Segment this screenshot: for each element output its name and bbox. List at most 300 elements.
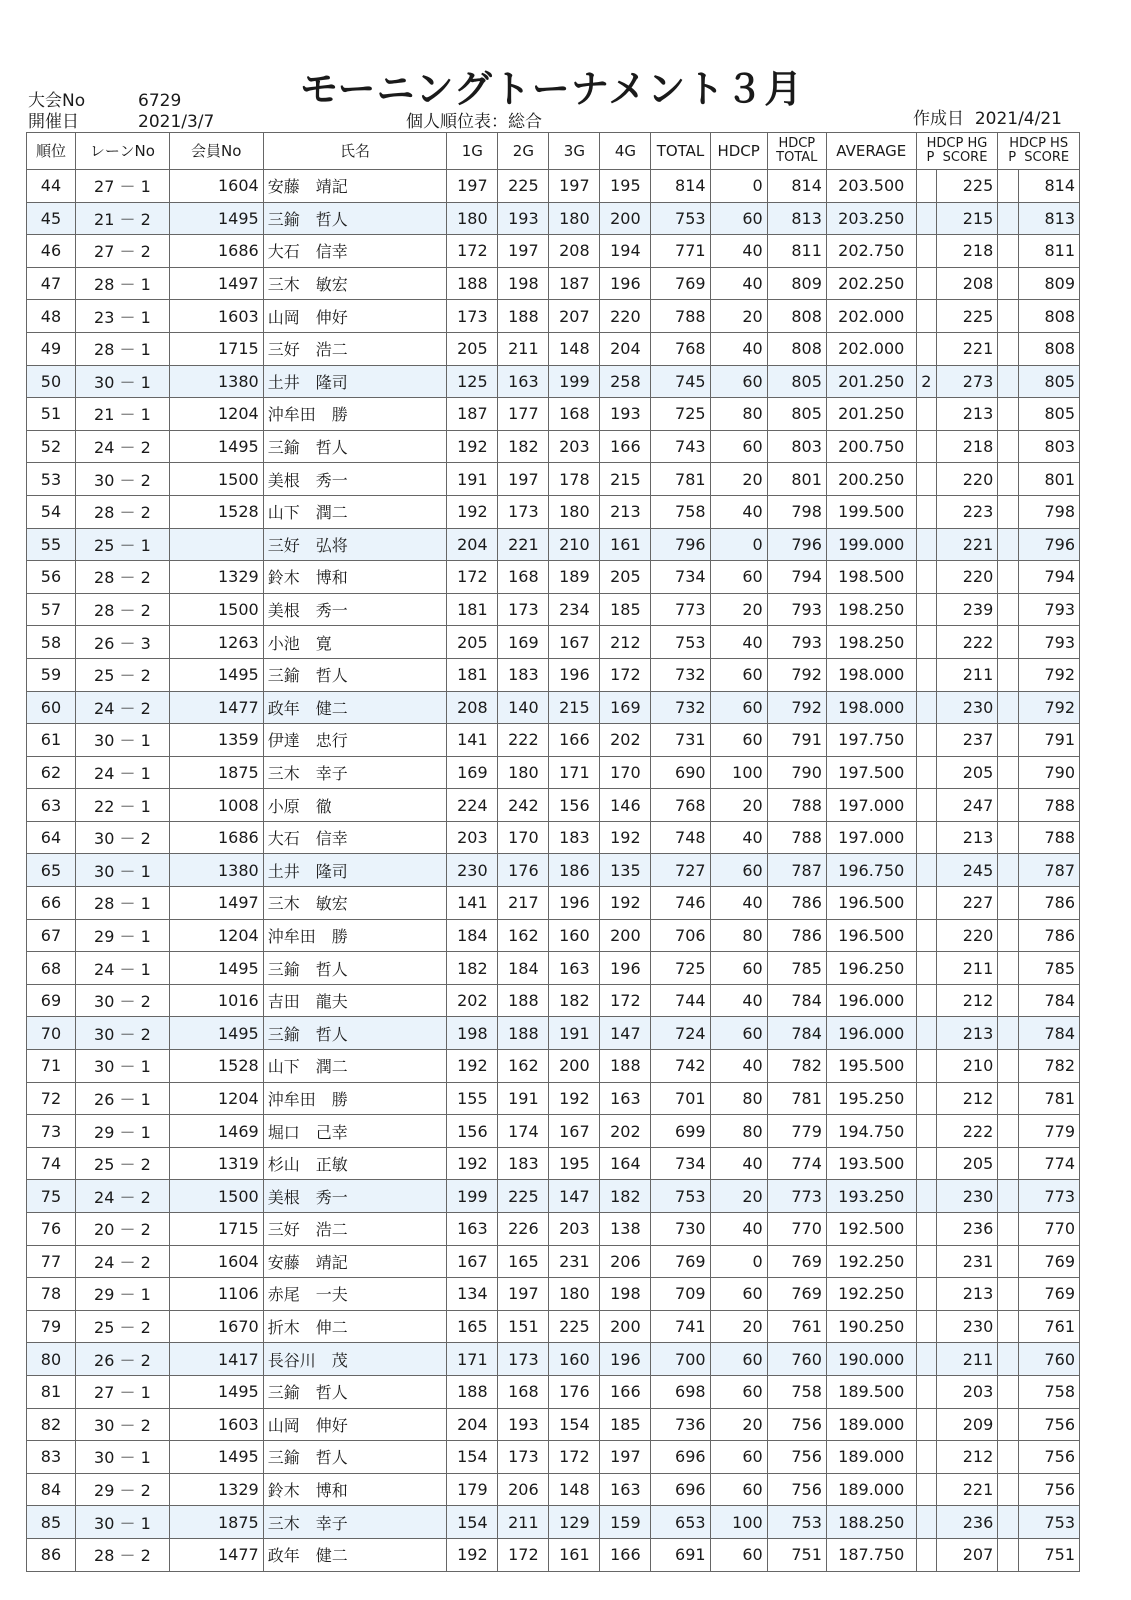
cell-hdcp-total: 784 xyxy=(767,1017,826,1050)
cell-game-4: 188 xyxy=(600,1050,651,1083)
cell-game-2: 162 xyxy=(498,1050,549,1083)
cell-game-1: 167 xyxy=(447,1245,498,1278)
col-average: AVERAGE xyxy=(826,133,916,170)
cell-lane: 30 － 1 xyxy=(75,1506,169,1539)
cell-hs-score: 803 xyxy=(1018,430,1079,463)
cell-lane: 20 － 2 xyxy=(75,1213,169,1246)
cell-member-no: 1469 xyxy=(169,1115,263,1148)
cell-name: 大石 信幸 xyxy=(263,235,447,268)
cell-hs-p xyxy=(998,984,1018,1017)
cell-game-1: 204 xyxy=(447,528,498,561)
cell-game-3: 160 xyxy=(549,919,600,952)
cell-lane: 29 － 1 xyxy=(75,1115,169,1148)
cell-total: 701 xyxy=(651,1082,710,1115)
cell-total: 732 xyxy=(651,691,710,724)
cell-game-4: 197 xyxy=(600,1441,651,1474)
cell-game-4: 172 xyxy=(600,658,651,691)
cell-hg-p xyxy=(916,1213,936,1246)
cell-game-4: 204 xyxy=(600,332,651,365)
cell-name: 三鍮 哲人 xyxy=(263,1441,447,1474)
cell-game-4: 182 xyxy=(600,1180,651,1213)
cell-hg-p xyxy=(916,1147,936,1180)
cell-game-2: 242 xyxy=(498,789,549,822)
cell-hs-score: 782 xyxy=(1018,1050,1079,1083)
cell-total: 788 xyxy=(651,300,710,333)
cell-name: 吉田 龍夫 xyxy=(263,984,447,1017)
cell-game-4: 206 xyxy=(600,1245,651,1278)
cell-hdcp-total: 769 xyxy=(767,1245,826,1278)
table-row xyxy=(27,398,1080,431)
col-hdcp-total xyxy=(767,133,826,170)
cell-member-no: 1875 xyxy=(169,1506,263,1539)
cell-hs-p xyxy=(998,1278,1018,1311)
cell-game-2: 151 xyxy=(498,1310,549,1343)
cell-member-no: 1715 xyxy=(169,332,263,365)
cell-lane: 28 － 1 xyxy=(75,267,169,300)
created-date xyxy=(913,104,1062,129)
cell-hs-p xyxy=(998,463,1018,496)
cell-name: 山下 潤二 xyxy=(263,495,447,528)
cell-hdcp: 100 xyxy=(710,1506,767,1539)
cell-hs-score: 756 xyxy=(1018,1473,1079,1506)
cell-game-4: 200 xyxy=(600,919,651,952)
cell-rank: 54 xyxy=(27,495,76,528)
table-row xyxy=(27,1506,1080,1539)
cell-name: 美根 秀一 xyxy=(263,463,447,496)
cell-game-2: 173 xyxy=(498,495,549,528)
cell-name: 美根 秀一 xyxy=(263,1180,447,1213)
cell-hdcp-total: 796 xyxy=(767,528,826,561)
cell-rank: 75 xyxy=(27,1180,76,1213)
cell-average: 189.000 xyxy=(826,1473,916,1506)
cell-member-no: 1008 xyxy=(169,789,263,822)
cell-game-4: 213 xyxy=(600,495,651,528)
cell-game-1: 188 xyxy=(447,1375,498,1408)
cell-hs-score: 791 xyxy=(1018,724,1079,757)
cell-hdcp: 60 xyxy=(710,854,767,887)
cell-game-4: 147 xyxy=(600,1017,651,1050)
cell-game-3: 161 xyxy=(549,1538,600,1571)
cell-total: 727 xyxy=(651,854,710,887)
cell-total: 742 xyxy=(651,1050,710,1083)
cell-member-no: 1604 xyxy=(169,170,263,203)
cell-hg-score: 213 xyxy=(937,1278,998,1311)
table-row xyxy=(27,1082,1080,1115)
cell-game-1: 192 xyxy=(447,1538,498,1571)
table-row xyxy=(27,691,1080,724)
table-row xyxy=(27,365,1080,398)
cell-name: 小池 寛 xyxy=(263,626,447,659)
cell-game-3: 148 xyxy=(549,1473,600,1506)
cell-member-no: 1204 xyxy=(169,919,263,952)
cell-average: 196.750 xyxy=(826,854,916,887)
tournament-no-value: 6729 xyxy=(138,91,182,111)
cell-hdcp-total: 805 xyxy=(767,365,826,398)
cell-game-3: 167 xyxy=(549,1115,600,1148)
cell-hdcp-total: 805 xyxy=(767,398,826,431)
cell-member-no: 1106 xyxy=(169,1278,263,1311)
cell-game-2: 191 xyxy=(498,1082,549,1115)
cell-hdcp-total: 803 xyxy=(767,430,826,463)
cell-hs-p xyxy=(998,430,1018,463)
cell-hg-score: 213 xyxy=(937,1017,998,1050)
cell-hg-score: 221 xyxy=(937,528,998,561)
cell-game-1: 192 xyxy=(447,495,498,528)
cell-rank: 76 xyxy=(27,1213,76,1246)
cell-hdcp-total: 785 xyxy=(767,952,826,985)
cell-hdcp: 80 xyxy=(710,398,767,431)
cell-game-3: 166 xyxy=(549,724,600,757)
cell-hdcp-total: 791 xyxy=(767,724,826,757)
cell-lane: 26 － 1 xyxy=(75,1082,169,1115)
cell-game-3: 189 xyxy=(549,561,600,594)
cell-average: 194.750 xyxy=(826,1115,916,1148)
cell-hg-p xyxy=(916,1245,936,1278)
cell-game-2: 184 xyxy=(498,952,549,985)
cell-hdcp: 80 xyxy=(710,919,767,952)
cell-hs-score: 786 xyxy=(1018,887,1079,920)
cell-game-1: 125 xyxy=(447,365,498,398)
cell-average: 196.000 xyxy=(826,1017,916,1050)
cell-game-4: 146 xyxy=(600,789,651,822)
cell-hs-score: 811 xyxy=(1018,235,1079,268)
cell-hs-score: 753 xyxy=(1018,1506,1079,1539)
col-rank: 順位 xyxy=(27,133,76,170)
col-member-no: 会員No xyxy=(169,133,263,170)
cell-lane: 24 － 2 xyxy=(75,1180,169,1213)
cell-hg-score: 225 xyxy=(937,170,998,203)
cell-game-2: 222 xyxy=(498,724,549,757)
cell-hdcp-total: 808 xyxy=(767,332,826,365)
cell-average: 200.250 xyxy=(826,463,916,496)
cell-total: 690 xyxy=(651,756,710,789)
cell-game-3: 207 xyxy=(549,300,600,333)
cell-average: 203.500 xyxy=(826,170,916,203)
cell-hdcp: 80 xyxy=(710,1115,767,1148)
cell-game-1: 180 xyxy=(447,202,498,235)
cell-name: 三鍮 哲人 xyxy=(263,658,447,691)
cell-hs-p xyxy=(998,789,1018,822)
cell-game-1: 181 xyxy=(447,658,498,691)
cell-game-2: 182 xyxy=(498,430,549,463)
cell-game-4: 195 xyxy=(600,170,651,203)
cell-hs-p xyxy=(998,724,1018,757)
cell-hg-p xyxy=(916,398,936,431)
cell-lane: 30 － 2 xyxy=(75,984,169,1017)
cell-hs-score: 781 xyxy=(1018,1082,1079,1115)
cell-game-4: 196 xyxy=(600,1343,651,1376)
cell-hg-p xyxy=(916,821,936,854)
cell-name: 土井 隆司 xyxy=(263,365,447,398)
cell-game-1: 173 xyxy=(447,300,498,333)
cell-member-no: 1359 xyxy=(169,724,263,757)
cell-average: 201.250 xyxy=(826,365,916,398)
cell-hdcp: 60 xyxy=(710,1343,767,1376)
cell-rank: 44 xyxy=(27,170,76,203)
cell-lane: 24 － 1 xyxy=(75,952,169,985)
cell-game-1: 224 xyxy=(447,789,498,822)
cell-hs-score: 773 xyxy=(1018,1180,1079,1213)
table-row xyxy=(27,789,1080,822)
col-lane: レーンNo xyxy=(75,133,169,170)
table-row xyxy=(27,1408,1080,1441)
cell-game-1: 188 xyxy=(447,267,498,300)
cell-game-4: 220 xyxy=(600,300,651,333)
cell-rank: 56 xyxy=(27,561,76,594)
cell-hdcp: 60 xyxy=(710,365,767,398)
cell-hdcp: 60 xyxy=(710,1538,767,1571)
cell-total: 725 xyxy=(651,952,710,985)
cell-game-3: 186 xyxy=(549,854,600,887)
cell-game-4: 196 xyxy=(600,267,651,300)
cell-hg-score: 221 xyxy=(937,332,998,365)
table-row xyxy=(27,593,1080,626)
cell-game-4: 172 xyxy=(600,984,651,1017)
cell-hs-score: 769 xyxy=(1018,1245,1079,1278)
table-row xyxy=(27,332,1080,365)
cell-game-3: 196 xyxy=(549,658,600,691)
ranking-table xyxy=(26,132,1080,1572)
cell-game-2: 217 xyxy=(498,887,549,920)
cell-game-4: 161 xyxy=(600,528,651,561)
cell-hdcp-total: 756 xyxy=(767,1408,826,1441)
cell-game-1: 141 xyxy=(447,724,498,757)
cell-total: 741 xyxy=(651,1310,710,1343)
cell-game-1: 192 xyxy=(447,430,498,463)
cell-hdcp-total: 793 xyxy=(767,626,826,659)
cell-hs-p xyxy=(998,365,1018,398)
cell-hdcp: 0 xyxy=(710,170,767,203)
cell-member-no: 1495 xyxy=(169,952,263,985)
cell-lane: 28 － 2 xyxy=(75,593,169,626)
cell-lane: 27 － 1 xyxy=(75,1375,169,1408)
cell-hs-p xyxy=(998,1213,1018,1246)
cell-game-1: 205 xyxy=(447,626,498,659)
cell-game-4: 200 xyxy=(600,1310,651,1343)
cell-hg-p xyxy=(916,1082,936,1115)
cell-hg-p xyxy=(916,235,936,268)
cell-game-2: 225 xyxy=(498,1180,549,1213)
cell-hs-score: 751 xyxy=(1018,1538,1079,1571)
cell-hdcp: 0 xyxy=(710,528,767,561)
cell-rank: 82 xyxy=(27,1408,76,1441)
cell-name: 山岡 伸好 xyxy=(263,1408,447,1441)
table-row xyxy=(27,235,1080,268)
cell-member-no: 1204 xyxy=(169,1082,263,1115)
cell-name: 伊達 忠行 xyxy=(263,724,447,757)
cell-game-1: 208 xyxy=(447,691,498,724)
cell-game-3: 203 xyxy=(549,1213,600,1246)
cell-hdcp: 60 xyxy=(710,430,767,463)
cell-hdcp-total: 790 xyxy=(767,756,826,789)
cell-total: 743 xyxy=(651,430,710,463)
cell-hg-score: 236 xyxy=(937,1506,998,1539)
cell-lane: 24 － 2 xyxy=(75,430,169,463)
table-row xyxy=(27,1375,1080,1408)
cell-hg-p xyxy=(916,789,936,822)
cell-member-no: 1016 xyxy=(169,984,263,1017)
cell-game-4: 166 xyxy=(600,430,651,463)
cell-hs-p xyxy=(998,756,1018,789)
cell-hdcp: 80 xyxy=(710,1082,767,1115)
cell-hs-p xyxy=(998,1082,1018,1115)
cell-game-2: 193 xyxy=(498,1408,549,1441)
cell-hg-p xyxy=(916,1310,936,1343)
cell-hs-score: 808 xyxy=(1018,332,1079,365)
cell-total: 731 xyxy=(651,724,710,757)
cell-average: 187.750 xyxy=(826,1538,916,1571)
cell-hg-p xyxy=(916,952,936,985)
cell-total: 691 xyxy=(651,1538,710,1571)
cell-game-3: 196 xyxy=(549,887,600,920)
cell-game-1: 203 xyxy=(447,821,498,854)
table-row xyxy=(27,495,1080,528)
cell-total: 781 xyxy=(651,463,710,496)
table-row xyxy=(27,887,1080,920)
cell-hg-score: 212 xyxy=(937,1441,998,1474)
cell-average: 188.250 xyxy=(826,1506,916,1539)
cell-average: 192.250 xyxy=(826,1245,916,1278)
cell-total: 698 xyxy=(651,1375,710,1408)
cell-name: 土井 隆司 xyxy=(263,854,447,887)
cell-hg-p: 2 xyxy=(916,365,936,398)
table-row xyxy=(27,1278,1080,1311)
cell-total: 736 xyxy=(651,1408,710,1441)
cell-hg-score: 227 xyxy=(937,887,998,920)
cell-average: 195.250 xyxy=(826,1082,916,1115)
cell-hdcp: 60 xyxy=(710,1441,767,1474)
cell-average: 202.750 xyxy=(826,235,916,268)
cell-hg-score: 211 xyxy=(937,952,998,985)
cell-game-2: 165 xyxy=(498,1245,549,1278)
cell-hs-p xyxy=(998,1180,1018,1213)
table-row xyxy=(27,854,1080,887)
cell-total: 769 xyxy=(651,267,710,300)
cell-lane: 24 － 1 xyxy=(75,756,169,789)
cell-hdcp-total: 751 xyxy=(767,1538,826,1571)
cell-lane: 29 － 2 xyxy=(75,1473,169,1506)
cell-rank: 51 xyxy=(27,398,76,431)
cell-game-3: 203 xyxy=(549,430,600,463)
cell-hs-score: 809 xyxy=(1018,267,1079,300)
table-row xyxy=(27,1050,1080,1083)
table-row xyxy=(27,430,1080,463)
cell-rank: 60 xyxy=(27,691,76,724)
cell-lane: 28 － 2 xyxy=(75,1538,169,1571)
cell-total: 753 xyxy=(651,202,710,235)
cell-game-3: 178 xyxy=(549,463,600,496)
cell-member-no: 1500 xyxy=(169,1180,263,1213)
cell-hdcp: 40 xyxy=(710,821,767,854)
cell-game-3: 147 xyxy=(549,1180,600,1213)
cell-rank: 63 xyxy=(27,789,76,822)
cell-hdcp: 40 xyxy=(710,887,767,920)
cell-hs-p xyxy=(998,821,1018,854)
cell-rank: 62 xyxy=(27,756,76,789)
cell-hg-p xyxy=(916,1278,936,1311)
cell-total: 709 xyxy=(651,1278,710,1311)
cell-hg-score: 273 xyxy=(937,365,998,398)
cell-lane: 30 － 1 xyxy=(75,724,169,757)
cell-member-no: 1477 xyxy=(169,1538,263,1571)
cell-hs-score: 779 xyxy=(1018,1115,1079,1148)
cell-average: 196.500 xyxy=(826,887,916,920)
ranking-rows xyxy=(27,170,1080,1572)
cell-hs-p xyxy=(998,1375,1018,1408)
cell-hg-score: 239 xyxy=(937,593,998,626)
cell-game-1: 191 xyxy=(447,463,498,496)
cell-hg-score: 231 xyxy=(937,1245,998,1278)
table-row xyxy=(27,1343,1080,1376)
cell-hs-p xyxy=(998,170,1018,203)
table-row xyxy=(27,919,1080,952)
cell-hdcp: 20 xyxy=(710,300,767,333)
cell-hdcp-total: 787 xyxy=(767,854,826,887)
cell-hg-p xyxy=(916,1506,936,1539)
cell-game-3: 197 xyxy=(549,170,600,203)
cell-hg-p xyxy=(916,658,936,691)
col-hs-score: SCORE xyxy=(1024,150,1070,165)
cell-game-3: 234 xyxy=(549,593,600,626)
cell-name: 三木 敏宏 xyxy=(263,267,447,300)
cell-hdcp-total: 782 xyxy=(767,1050,826,1083)
cell-game-4: 164 xyxy=(600,1147,651,1180)
cell-game-4: 138 xyxy=(600,1213,651,1246)
cell-average: 190.000 xyxy=(826,1343,916,1376)
cell-hg-score: 212 xyxy=(937,984,998,1017)
cell-hg-p xyxy=(916,463,936,496)
cell-lane: 30 － 2 xyxy=(75,821,169,854)
cell-total: 744 xyxy=(651,984,710,1017)
cell-lane: 27 － 1 xyxy=(75,170,169,203)
cell-hdcp-total: 758 xyxy=(767,1375,826,1408)
cell-total: 724 xyxy=(651,1017,710,1050)
cell-member-no: 1263 xyxy=(169,626,263,659)
cell-lane: 25 － 2 xyxy=(75,1310,169,1343)
cell-hg-score: 220 xyxy=(937,463,998,496)
cell-game-1: 171 xyxy=(447,1343,498,1376)
cell-hs-p xyxy=(998,691,1018,724)
table-row xyxy=(27,561,1080,594)
cell-average: 198.000 xyxy=(826,658,916,691)
cell-game-1: 192 xyxy=(447,1147,498,1180)
cell-hg-p xyxy=(916,1538,936,1571)
cell-average: 192.500 xyxy=(826,1213,916,1246)
cell-member-no: 1497 xyxy=(169,267,263,300)
cell-hdcp-total: 786 xyxy=(767,887,826,920)
cell-game-1: 202 xyxy=(447,984,498,1017)
cell-rank: 46 xyxy=(27,235,76,268)
col-hg-p: P xyxy=(926,150,935,165)
cell-game-1: 154 xyxy=(447,1506,498,1539)
cell-game-1: 134 xyxy=(447,1278,498,1311)
cell-game-3: 208 xyxy=(549,235,600,268)
col-hdcp-total-line2: TOTAL xyxy=(776,150,818,165)
cell-game-2: 176 xyxy=(498,854,549,887)
cell-hs-p xyxy=(998,398,1018,431)
cell-hdcp: 60 xyxy=(710,1017,767,1050)
cell-hs-p xyxy=(998,952,1018,985)
table-row xyxy=(27,528,1080,561)
col-hdcp-hs-title: HDCP HS xyxy=(1009,135,1069,151)
cell-hdcp: 60 xyxy=(710,691,767,724)
cell-game-2: 197 xyxy=(498,1278,549,1311)
cell-hs-score: 790 xyxy=(1018,756,1079,789)
col-game-1: 1G xyxy=(447,133,498,170)
cell-hdcp-total: 809 xyxy=(767,267,826,300)
cell-game-3: 225 xyxy=(549,1310,600,1343)
cell-rank: 50 xyxy=(27,365,76,398)
